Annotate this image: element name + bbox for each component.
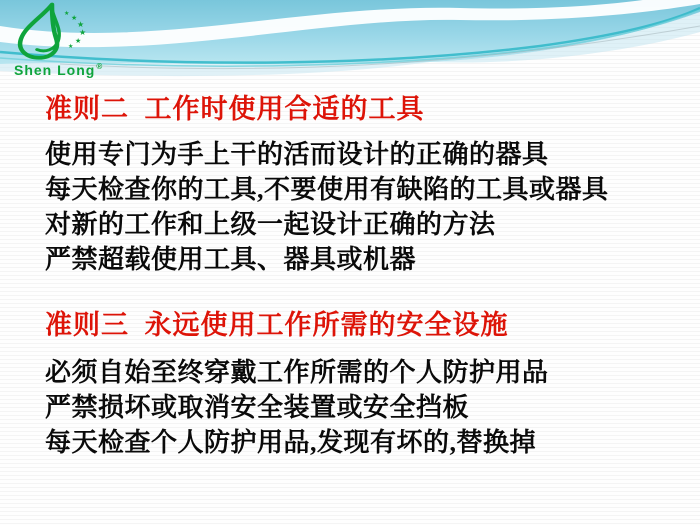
brand-name xyxy=(14,62,103,78)
body-line: 使用专门为手上干的活而设计的正确的器具 xyxy=(45,140,549,169)
star-icon: ★ xyxy=(68,44,74,50)
body-line: 对新的工作和上级一起设计正确的方法 xyxy=(45,210,496,239)
slide-content xyxy=(45,92,675,460)
droplet-logo-icon xyxy=(12,2,122,62)
section-heading: 准则三 永远使用工作所需的安全设施 xyxy=(45,310,509,340)
body-line: 必须自始至终穿戴工作所需的个人防护用品 xyxy=(45,358,549,387)
brand-name-text: Shen Long xyxy=(14,62,96,78)
registered-mark: ® xyxy=(96,62,104,71)
brand-logo xyxy=(12,2,122,84)
star-icon: ★ xyxy=(75,37,82,45)
star-icon: ★ xyxy=(71,14,78,22)
body-line: 严禁超载使用工具、器具或机器 xyxy=(45,245,417,274)
star-icon: ★ xyxy=(79,28,87,37)
body-line: 每天检查个人防护用品,发现有坏的,替换掉 xyxy=(45,428,537,457)
section-heading: 准则二 工作时使用合适的工具 xyxy=(45,94,425,124)
body-line: 严禁损坏或取消安全装置或安全挡板 xyxy=(45,393,470,422)
body-line: 每天检查你的工具,不要使用有缺陷的工具或器具 xyxy=(45,175,609,204)
star-icon: ★ xyxy=(77,20,85,29)
star-icon: ★ xyxy=(64,11,70,17)
